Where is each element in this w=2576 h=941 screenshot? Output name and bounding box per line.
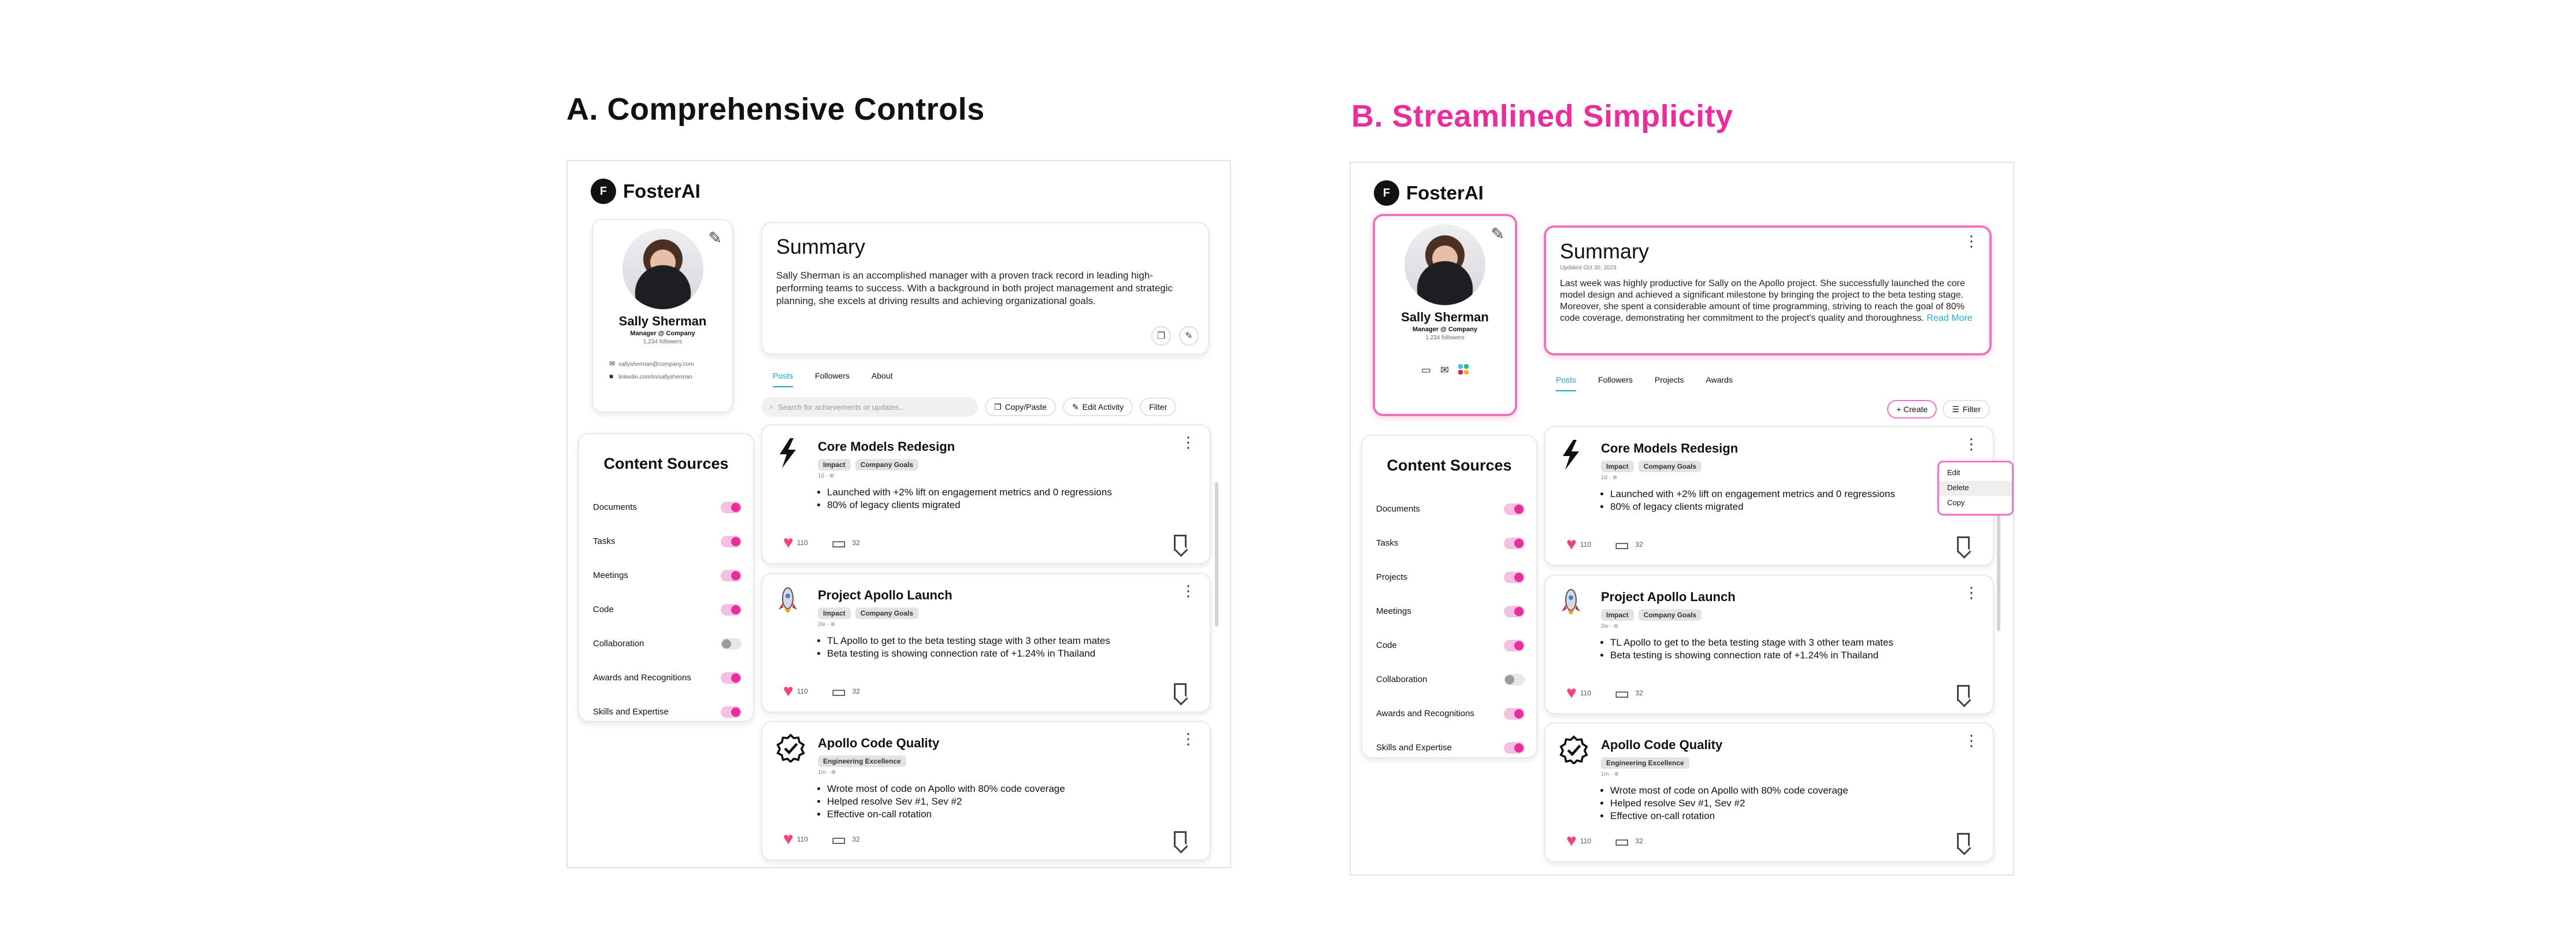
content-source-row [1376,492,1525,526]
post-card [1544,426,1994,566]
post-bullet: • TL Apollo to get to the beta testing stage with 3 other team mates [827,635,1195,647]
post-bullet: • 80% of legacy clients migrated [1610,501,1978,513]
post-meta [1601,771,1978,777]
comment-icon[interactable]: ▭ [1614,684,1630,702]
content-source-row [1376,526,1525,560]
avatar [1404,224,1485,305]
search-icon: ⌕ [769,402,774,411]
filter-label: Filter [1149,402,1167,412]
linkedin-icon: ■ [609,372,614,380]
post-tag[interactable]: Impact [818,607,851,619]
content-source-toggle[interactable] [1504,708,1525,720]
post-age: 1m · [818,769,829,776]
post-bullet: • Effective on-call rotation [827,808,1195,821]
toolbar [1887,400,1990,418]
post-badge-icon [776,437,802,469]
tab-bar [773,371,893,387]
post-title: Core Models Redesign [1601,441,1739,455]
globe-icon: ⊕ [829,473,835,479]
comment-icon[interactable]: ▭ [1614,535,1630,554]
like-heart-icon[interactable]: ♥ [1566,535,1577,554]
comment-count: 32 [1635,837,1643,845]
content-source-toggle[interactable] [1504,503,1525,515]
post-meta [1601,623,1978,629]
content-source-label: Code [593,605,614,614]
content-source-toggle[interactable] [721,570,742,581]
content-source-row [1376,731,1525,765]
like-count: 110 [1580,689,1591,697]
content-source-row [1376,560,1525,594]
post-badge-icon [1559,439,1585,471]
post-bullet: • Beta testing is showing connection rate of +1.24% in Thailand [1610,649,1978,662]
content-source-row [1376,662,1525,697]
globe-icon: ⊕ [1613,475,1618,481]
post-bullet: • Launched with +2% lift on engagement metrics and 0 regressions [1610,488,1978,501]
content-source-row [593,558,742,592]
post-tags [818,459,1195,470]
heading-comprehensive-controls: A. Comprehensive Controls [566,92,985,127]
filter-button[interactable] [1943,400,1990,418]
like-heart-icon[interactable]: ♥ [783,533,794,552]
post-tags [1601,461,1978,472]
post-card [761,573,1211,713]
tab-bar [1556,375,1733,391]
post-more-icon[interactable]: ⋮ [1181,730,1196,747]
post-card [1544,723,1994,862]
content-source-row [593,695,742,729]
create-button[interactable]: + Create [1887,400,1937,418]
mockup-b [1350,162,2014,876]
summary-text [1560,278,1975,324]
toolbar [761,397,1212,417]
mail-icon: ✉ [609,360,616,368]
tab-followers[interactable]: Followers [815,371,850,380]
post-age: 2w · [1601,623,1612,629]
content-source-label: Meetings [593,570,628,580]
content-source-toggle[interactable] [721,502,742,513]
post-more-icon[interactable]: ⋮ [1964,732,1979,749]
search-input[interactable] [761,397,978,417]
comment-count: 32 [852,687,860,695]
content-source-toggle[interactable] [721,638,742,650]
post-title: Project Apollo Launch [1601,590,1736,604]
summary-text: Sally Sherman is an accomplished manager with a proven track record in leading high-performing teams to success. With a background in both project management and strategic planning, she excels at driving results and achieving organizational goals. [776,270,1173,306]
content-source-row [593,524,742,558]
content-source-toggle[interactable] [721,706,742,718]
post-badge-icon [776,586,802,618]
content-source-label: Projects [1376,572,1408,582]
content-source-toggle[interactable] [1504,674,1525,686]
copy-paste-button[interactable] [985,398,1056,416]
post-bullet: • Wrote most of code on Apollo with 80% code coverage [1610,784,1978,797]
linkedin-text: linkedin.com/in/sallysherman [618,374,692,380]
content-source-label: Meetings [1376,606,1411,616]
post-age: 1m · [1601,771,1613,777]
post-tag[interactable]: Company Goals [1639,461,1702,472]
post-footer [1566,683,1970,703]
summary-updated: Updated Oct 30, 2023 [1560,265,1617,271]
brand [591,179,700,204]
globe-icon: ⊕ [830,621,836,628]
post-tag[interactable]: Engineering Excellence [1601,757,1689,769]
post-title: Apollo Code Quality [1601,738,1723,752]
filter-label: Filter [1962,405,1981,414]
post-bullet: • Helped resolve Sev #1, Sev #2 [827,795,1195,808]
profile-card [1373,214,1517,416]
post-more-icon[interactable]: ⋮ [1181,582,1196,599]
edit-profile-pencil-icon[interactable]: ✎ [1491,225,1504,243]
content-sources-card [1361,435,1537,758]
contact-icons [1375,364,1515,376]
content-source-label: Skills and Expertise [1376,743,1452,753]
summary-card [1544,225,1992,355]
edit-profile-pencil-icon[interactable]: ✎ [708,229,722,247]
summary-body: Last week was highly productive for Sally on the Apollo project. She successfully launched the core model design and achieved a significant milestone by bringing the project to the beta testing stage. Moreover, she spent a considerable amount of time programming, striving to reach the goal of 80% code coverage, demonstrating her commitment to the project's quality and thoroughness. [1560,279,1965,323]
filter-button[interactable] [1140,398,1176,416]
post-meta [1601,475,1978,481]
post-title: Core Models Redesign [818,439,955,454]
summary-more-icon[interactable]: ⋮ [1964,232,1979,250]
content-source-row [1376,628,1525,662]
tab-posts[interactable]: Posts [1556,375,1576,391]
summary-title: Summary [776,235,866,258]
profile-followers: 1,234 followers [643,339,683,345]
email-row[interactable] [609,358,732,371]
content-source-label: Collaboration [1376,675,1428,684]
bookmark-icon[interactable] [1957,685,1970,701]
profile-card [592,219,733,413]
content-source-label: Tasks [593,536,616,546]
post-title: Project Apollo Launch [818,588,952,602]
post-bullets [827,635,1195,660]
post-footer [1566,535,1970,554]
post-title: Apollo Code Quality [818,736,940,750]
post-bullet: • Helped resolve Sev #1, Sev #2 [1610,797,1978,810]
brand-name: FosterAI [1406,182,1484,203]
profile-contact [609,358,732,383]
content-sources-list [1376,492,1525,765]
linkedin-row[interactable] [609,371,732,383]
post-bullet: • Effective on-call rotation [1610,810,1978,823]
like-heart-icon[interactable]: ♥ [1566,831,1577,850]
tab-projects[interactable]: Projects [1654,375,1684,384]
content-sources-title: Content Sources [603,455,729,472]
slack-icon[interactable] [1458,364,1469,375]
post-footer [783,829,1187,849]
comment-icon[interactable]: ▭ [1614,832,1630,850]
email-text: sallysherman@company.com [618,361,694,368]
bookmark-icon[interactable] [1174,831,1187,847]
post-card [761,424,1211,564]
post-actions-menu [1937,461,2014,516]
like-heart-icon[interactable]: ♥ [783,829,794,849]
content-source-toggle[interactable] [1504,742,1525,754]
content-source-label: Collaboration [593,639,644,649]
like-heart-icon[interactable]: ♥ [1566,683,1577,702]
post-more-icon[interactable]: ⋮ [1181,434,1196,451]
globe-icon: ⊕ [1614,771,1619,777]
content-source-label: Code [1376,640,1397,650]
edit-activity-label: Edit Activity [1082,402,1124,412]
content-source-label: Tasks [1376,538,1399,548]
post-age: 1d · [818,473,828,479]
heading-streamlined-simplicity: B. Streamlined Simplicity [1351,99,1733,134]
content-source-toggle[interactable] [1504,538,1525,549]
content-source-toggle[interactable] [1504,640,1525,651]
post-card [1544,575,1994,714]
bookmark-icon[interactable] [1957,833,1970,849]
comment-count: 32 [1635,540,1643,549]
content-source-label: Documents [1376,504,1420,514]
post-bullets [1610,784,1978,823]
post-tags [818,607,1195,619]
summary-title: Summary [1560,239,1650,263]
post-badge-icon [776,733,802,766]
content-source-label: Skills and Expertise [593,707,669,717]
like-count: 110 [796,835,808,843]
content-sources-list [593,490,742,729]
content-source-row [593,592,742,627]
content-source-toggle[interactable] [1504,606,1525,617]
profile-name: Sally Sherman [1401,310,1489,324]
comment-count: 32 [852,539,860,547]
post-tag[interactable]: Company Goals [1639,609,1702,621]
post-tag[interactable]: Company Goals [855,459,918,470]
post-footer [783,681,1187,701]
summary-card [761,222,1209,355]
filter-icon: ☰ [1952,404,1959,414]
like-count: 110 [796,539,808,547]
profile-role: Manager @ Company [630,330,695,337]
like-heart-icon[interactable]: ♥ [783,681,794,701]
globe-icon: ⊕ [1613,623,1619,629]
post-bullets [827,486,1195,512]
brand [1374,180,1484,206]
post-bullet: • Launched with +2% lift on engagement metrics and 0 regressions [827,486,1195,499]
content-source-toggle[interactable] [721,604,742,616]
avatar [622,228,703,309]
profile-name: Sally Sherman [618,314,707,328]
post-more-icon[interactable]: ⋮ [1964,584,1979,601]
like-count: 110 [796,687,808,695]
tab-posts[interactable]: Posts [773,371,793,387]
globe-icon: ⊕ [831,769,836,776]
post-footer [1566,831,1970,851]
post-badge-icon [1559,735,1585,768]
menu-item-delete[interactable]: Delete [1939,481,2012,496]
post-badge-icon [1559,587,1585,620]
post-age: 1d · [1601,475,1611,481]
content-source-label: Awards and Recognitions [593,673,691,683]
post-tag[interactable]: Company Goals [855,607,918,619]
content-source-row [593,490,742,524]
post-tags [1601,757,1978,769]
brand-logo-icon: F [1374,180,1399,206]
content-source-label: Awards and Recognitions [1376,709,1474,718]
search-placeholder: Search for achievements or updates... [778,402,905,412]
post-bullet: • Wrote most of code on Apollo with 80% code coverage [827,783,1195,795]
post-tag[interactable]: Impact [1601,609,1634,621]
chat-icon[interactable]: ▭ [1421,364,1431,376]
post-bullet: • 80% of legacy clients migrated [827,499,1195,512]
content-source-row [593,627,742,661]
bookmark-icon[interactable] [1174,683,1187,699]
edit-summary-pencil-icon[interactable]: ✎ [1179,326,1199,346]
post-age: 2w · [818,621,829,628]
content-source-row [593,661,742,695]
mail-icon[interactable]: ✉ [1440,364,1450,376]
post-meta [818,769,1195,776]
comment-icon[interactable]: ▭ [831,682,847,701]
content-source-toggle[interactable] [721,536,742,547]
copy-summary-icon[interactable]: ❐ [1151,326,1171,346]
like-count: 110 [1580,540,1591,549]
bookmark-icon[interactable] [1957,536,1970,553]
post-meta [818,621,1195,628]
post-tag[interactable]: Impact [1601,461,1634,472]
read-more-link[interactable]: Read More [1926,313,1973,323]
content-source-toggle[interactable] [1504,572,1525,583]
tab-about[interactable]: About [871,371,893,380]
menu-item-copy[interactable]: Copy [1947,498,1965,507]
post-tag[interactable]: Engineering Excellence [818,755,906,767]
like-count: 110 [1580,837,1591,845]
post-card [761,721,1211,861]
post-tags [1601,609,1978,621]
profile-role: Manager @ Company [1412,326,1478,333]
content-sources-title: Content Sources [1387,457,1512,474]
post-bullet: • TL Apollo to get to the beta testing stage with 3 other team mates [1610,636,1978,649]
comment-icon[interactable]: ▭ [831,830,847,849]
post-bullets [827,783,1195,821]
feed-scrollbar[interactable] [1215,482,1218,627]
post-tags [818,755,1195,767]
content-sources-card [578,433,754,722]
post-bullets [1610,636,1978,662]
comment-count: 32 [1635,689,1643,697]
menu-item-edit[interactable]: Edit [1947,468,1960,477]
comment-icon[interactable]: ▭ [831,534,847,552]
content-source-toggle[interactable] [721,672,742,684]
tab-followers[interactable]: Followers [1598,375,1633,384]
edit-activity-button[interactable] [1063,398,1133,416]
content-source-row [1376,594,1525,628]
content-source-label: Documents [593,502,637,512]
post-bullets [1610,488,1978,513]
bookmark-icon[interactable] [1174,535,1187,551]
copy-paste-label: Copy/Paste [1005,402,1047,412]
post-more-icon[interactable]: ⋮ [1964,435,1979,453]
tab-awards[interactable]: Awards [1706,375,1733,384]
brand-logo-icon: F [591,179,616,204]
post-tag[interactable]: Impact [818,459,851,470]
post-bullet: • Beta testing is showing connection rate of +1.24% in Thailand [827,647,1195,660]
clipboard-icon: ❐ [994,402,1002,412]
content-source-row [1376,697,1525,731]
profile-followers: 1,234 followers [1425,335,1465,341]
comment-count: 32 [852,835,860,843]
post-meta [818,473,1195,479]
mockup-a [566,160,1231,868]
pencil-icon: ✎ [1072,402,1079,412]
post-footer [783,533,1187,553]
brand-name: FosterAI [623,180,700,202]
